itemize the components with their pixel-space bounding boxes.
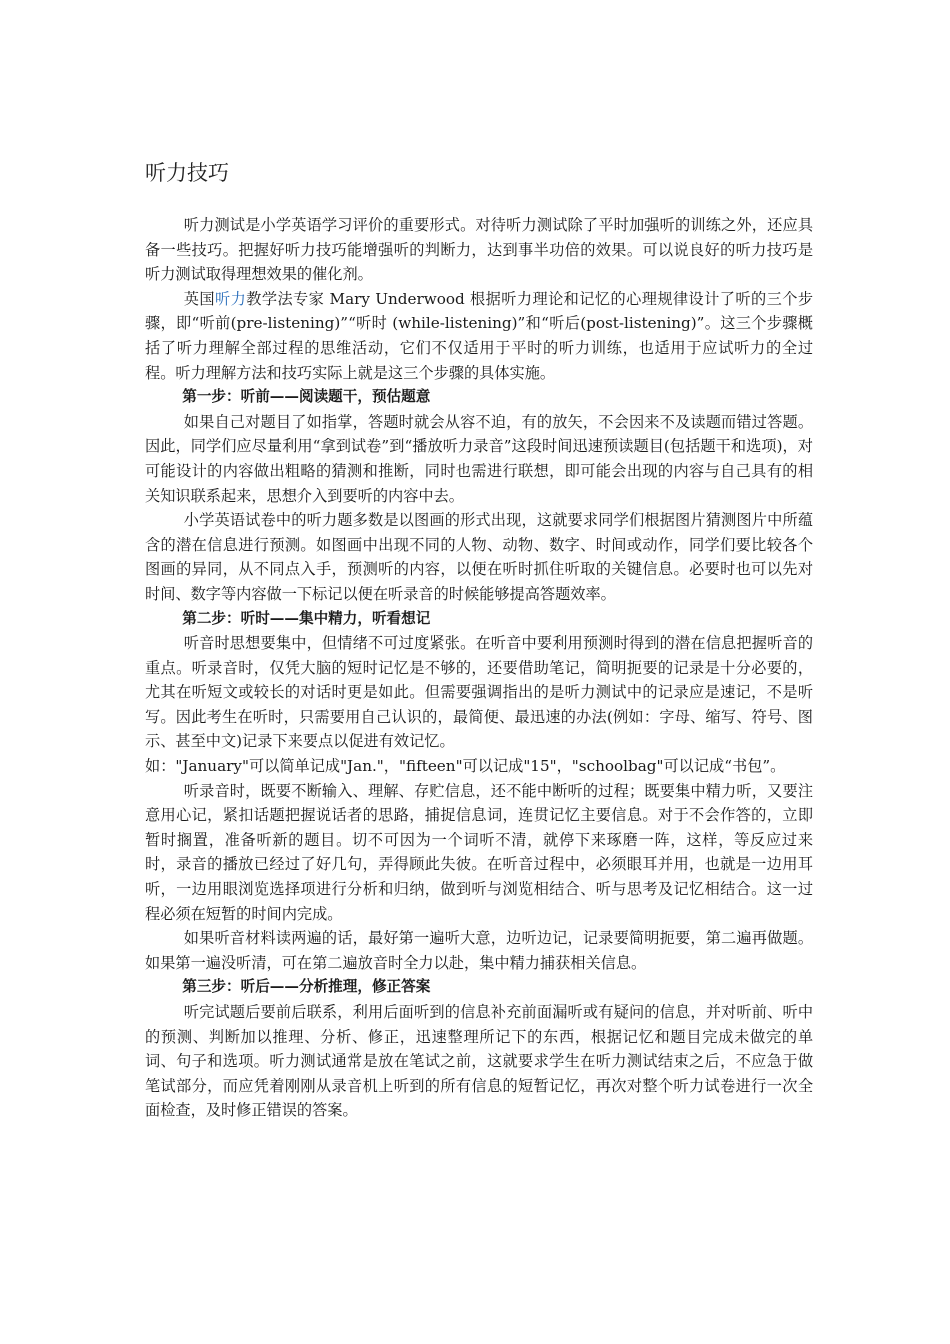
paragraph-two-passes: 如果听音材料读两遍的话，最好第一遍听大意，边听边记，记录要简明扼要，第二遍再做题。如果第一遍没听清，可在第二遍放音时全力以赴，集中精力捕获相关信息。 xyxy=(145,929,813,972)
step-one-heading: 第一步：听前——阅读题干，预估题意 xyxy=(182,388,431,406)
listening-link[interactable]: 听力 xyxy=(214,289,247,308)
paragraph-underwood-start: 英国 xyxy=(183,289,215,308)
paragraph-notes: 听音时思想要集中，但情绪不可过度紧张。在听音中要利用预测时得到的潜在信息把握听音的重点。听录音时，仅凭大脑的短时记忆是不够的，还要借助笔记，简明扼要的记录是十分必要的，尤其在听短文或较长的对话时更是如此。但需要强调指出的是听力测试中的记录应是速记，不是听写。因此考生在听时，只需要用自己认识的，最简便、最迅速的办法(例如：字母、缩写、符号、图示、甚至中文)记录下来要点以促进有效记忆。 xyxy=(145,634,813,751)
paragraph-underwood-rest: 教学法专家 Mary Underwood 根据听力理论和记忆的心理规律设计了听的三个步骤，即“听前(pre-listening)”“听时 (while-listening)”和“听后(post-listening)”。这三个步骤概括了听力理解全部过程的思维活动，它们不仅适用于平时的听力训练，也适用于应试听力的全过程。听力理解方法和技巧实际上就是这三个步骤的具体实施。 xyxy=(145,289,814,382)
paragraph-preview: 如果自己对题目了如指掌，答题时就会从容不迫，有的放矢，不会因来不及读题而错过答题。因此，同学们应尽量利用“拿到试卷”到“播放听力录音”这段时间迅速预读题目(包括题干和选项)，对可能设计的内容做出粗略的猜测和推断，同时也需进行联想，即可能会出现的内容与自己具有的相关知识联系起来，思想介入到要听的内容中去。 xyxy=(145,412,813,505)
paragraph-intro: 听力测试是小学英语学习评价的重要形式。对待听力测试除了平时加强听的训练之外，还应具备一些技巧。把握好听力技巧能增强听的判断力，达到事半功倍的效果。可以说良好的听力技巧是听力测试取得理想效果的催化剂。 xyxy=(145,216,813,284)
paragraph-examples: 如："January"可以简单记成"Jan."，"fifteen"可以记成"15"，"schoolbag"可以记成“书包”。 xyxy=(145,757,786,776)
page-title: 听力技巧 xyxy=(145,161,229,185)
paragraph-focus: 听录音时，既要不断输入、理解、存贮信息，还不能中断听的过程；既要集中精力听，又要注意用心记，紧扣话题把握说话者的思路，捕捉信息词，连贯记忆主要信息。对于不会作答的，立即暂时搁置，准备听新的题目。切不可因为一个词听不清，就停下来琢磨一阵，这样，等反应过来时，录音的播放已经过了好几句，弄得顾此失彼。在听音过程中，必须眼耳并用，也就是一边用耳听，一边用眼浏览选择项进行分析和归纳，做到听与浏览相结合、听与思考及记忆相结合。这一过程必须在短暂的时间内完成。 xyxy=(145,781,813,923)
paragraph-underwood xyxy=(145,287,813,385)
step-two-heading: 第二步：听时——集中精力，听看想记 xyxy=(182,609,431,627)
paragraph-pictures: 小学英语试卷中的听力题多数是以图画的形式出现，这就要求同学们根据图片猜测图片中所蕴含的潜在信息进行预测。如图画中出现不同的人物、动物、数字、时间或动作，同学们要比较各个图画的异同，从不同点入手，预测听的内容，以便在听时抓住听取的关键信息。必要时也可以先对时间、数字等内容做一下标记以便在听录音的时候能够提高答题效率。 xyxy=(145,511,813,603)
document-body xyxy=(145,213,813,1123)
paragraph-review: 听完试题后要前后联系，利用后面听到的信息补充前面漏听或有疑问的信息，并对听前、听中的预测、判断加以推理、分析、修正，迅速整理所记下的东西，根据记忆和题目完成未做完的单词、句子和选项。听力测试通常是放在笔试之前，这就要求学生在听力测试结束之后，不应急于做笔试部分，而应凭着刚刚从录音机上听到的所有信息的短暂记忆，再次对整个听力试卷进行一次全面检查，及时修正错误的答案。 xyxy=(145,1003,813,1120)
step-three-heading: 第三步：听后——分析推理，修正答案 xyxy=(182,978,431,996)
